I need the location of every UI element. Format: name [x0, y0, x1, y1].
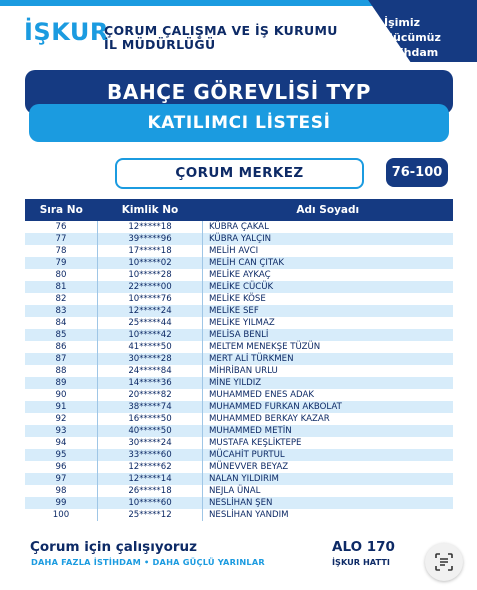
table-row: [25, 233, 453, 245]
row-order: 91: [25, 401, 98, 413]
row-name: NEJLA ÜNAL: [203, 485, 454, 497]
row-order: 93: [25, 425, 98, 437]
row-name: MİNE YILDIZ: [203, 377, 454, 389]
table-row: [25, 317, 453, 329]
table-row: [25, 305, 453, 317]
row-name: MELİKE YILMAZ: [203, 317, 454, 329]
hotline-number: ALO 170: [332, 539, 395, 555]
row-order: 98: [25, 485, 98, 497]
row-id: 39*****96: [98, 233, 203, 245]
row-order: 100: [25, 509, 98, 521]
row-name: NESLİHAN YANDIM: [203, 509, 454, 521]
table-row: [25, 269, 453, 281]
row-id: 38*****74: [98, 401, 203, 413]
row-id: 10*****28: [98, 269, 203, 281]
row-id: 22*****00: [98, 281, 203, 293]
row-order: 83: [25, 305, 98, 317]
institution-name: [104, 24, 338, 52]
row-id: 10*****42: [98, 329, 203, 341]
table-row: [25, 293, 453, 305]
institution-line-2: İL MÜDÜRLÜĞÜ: [104, 37, 216, 52]
row-id: 14*****36: [98, 377, 203, 389]
row-id: 12*****14: [98, 473, 203, 485]
row-order: 90: [25, 389, 98, 401]
table-row: [25, 401, 453, 413]
page-title: BAHÇE GÖREVLİSİ TYP: [25, 70, 453, 114]
row-id: 25*****12: [98, 509, 203, 521]
row-name: MERT ALİ TÜRKMEN: [203, 353, 454, 365]
row-order: 99: [25, 497, 98, 509]
row-name: NALAN YILDIRIM: [203, 473, 454, 485]
row-order: 84: [25, 317, 98, 329]
row-name: MELİKE KÖSE: [203, 293, 454, 305]
table-row: [25, 257, 453, 269]
page-subtitle: KATILIMCI LİSTESİ: [29, 104, 449, 142]
corner-line-1: İşimiz: [384, 16, 421, 29]
row-order: 94: [25, 437, 98, 449]
row-order: 97: [25, 473, 98, 485]
row-id: 10*****76: [98, 293, 203, 305]
table-row: [25, 377, 453, 389]
range-badge: 76-100: [386, 158, 448, 187]
row-order: 85: [25, 329, 98, 341]
iskur-logo: İŞKUR: [24, 18, 109, 46]
table-body: [25, 221, 453, 521]
row-order: 89: [25, 377, 98, 389]
table-row: [25, 341, 453, 353]
table-row: [25, 425, 453, 437]
corner-line-2: Gücümüz: [384, 31, 441, 44]
table-row: [25, 389, 453, 401]
row-id: 17*****18: [98, 245, 203, 257]
table-row: [25, 461, 453, 473]
table-row: [25, 413, 453, 425]
footer-subslogan: DAHA FAZLA İSTİHDAM • DAHA GÜÇLÜ YARINLAR: [31, 557, 265, 567]
table-row: [25, 497, 453, 509]
row-id: 26*****18: [98, 485, 203, 497]
table-row: [25, 485, 453, 497]
row-name: KÜBRA YALÇIN: [203, 233, 454, 245]
hotline-label: İŞKUR HATTI: [332, 557, 390, 567]
row-id: 20*****82: [98, 389, 203, 401]
row-name: KÜBRA ÇAKAL: [203, 221, 454, 233]
row-name: MUSTAFA KEŞLİKTEPE: [203, 437, 454, 449]
row-id: 12*****18: [98, 221, 203, 233]
row-order: 79: [25, 257, 98, 269]
row-id: 10*****02: [98, 257, 203, 269]
row-order: 76: [25, 221, 98, 233]
row-id: 12*****62: [98, 461, 203, 473]
row-order: 82: [25, 293, 98, 305]
row-order: 81: [25, 281, 98, 293]
location-label: ÇORUM MERKEZ: [115, 158, 364, 189]
table-row: [25, 329, 453, 341]
row-id: 16*****50: [98, 413, 203, 425]
row-id: 10*****60: [98, 497, 203, 509]
participant-table: [25, 199, 453, 521]
row-name: MÜCAHİT PURTUL: [203, 449, 454, 461]
row-name: MELİKE CÜCÜK: [203, 281, 454, 293]
row-name: MELİKE SEF: [203, 305, 454, 317]
row-order: 96: [25, 461, 98, 473]
corner-line-3: İstihdam: [384, 46, 439, 59]
footer-slogan: Çorum için çalışıyoruz: [30, 539, 198, 555]
table-row: [25, 281, 453, 293]
scan-text-icon: [434, 552, 454, 572]
row-name: NESLİHAN ŞEN: [203, 497, 454, 509]
table-row: [25, 473, 453, 485]
row-id: 41*****50: [98, 341, 203, 353]
column-header-name: Adı Soyadı: [203, 199, 454, 221]
row-id: 25*****44: [98, 317, 203, 329]
row-name: MUHAMMED FURKAN AKBOLAT: [203, 401, 454, 413]
row-name: MÜNEVVER BEYAZ: [203, 461, 454, 473]
institution-line-1: ÇORUM ÇALIŞMA VE İŞ KURUMU: [104, 23, 338, 38]
row-id: 40*****50: [98, 425, 203, 437]
row-name: MİHRİBAN URLU: [203, 365, 454, 377]
table-row: [25, 353, 453, 365]
table-row: [25, 245, 453, 257]
table-row: [25, 437, 453, 449]
row-name: MELİSA BENLİ: [203, 329, 454, 341]
table-row: [25, 365, 453, 377]
row-order: 95: [25, 449, 98, 461]
row-id: 30*****24: [98, 437, 203, 449]
row-name: MUHAMMED ENES ADAK: [203, 389, 454, 401]
row-name: MELİH AVCI: [203, 245, 454, 257]
row-name: MELİH CAN ÇITAK: [203, 257, 454, 269]
row-order: 77: [25, 233, 98, 245]
row-name: MUHAMMED METİN: [203, 425, 454, 437]
row-name: MUHAMMED BERKAY KAZAR: [203, 413, 454, 425]
row-order: 86: [25, 341, 98, 353]
corner-slogan: [384, 15, 441, 60]
row-id: 33*****60: [98, 449, 203, 461]
row-id: 24*****84: [98, 365, 203, 377]
row-order: 88: [25, 365, 98, 377]
row-name: MELTEM MENEKŞE TÜZÜN: [203, 341, 454, 353]
table-row: [25, 221, 453, 233]
row-order: 80: [25, 269, 98, 281]
column-header-order: Sıra No: [25, 199, 98, 221]
row-id: 12*****24: [98, 305, 203, 317]
table-row: [25, 449, 453, 461]
row-name: MELİKE AYKAÇ: [203, 269, 454, 281]
row-order: 87: [25, 353, 98, 365]
column-header-id: Kimlik No: [98, 199, 203, 221]
table-row: [25, 509, 453, 521]
row-id: 30*****28: [98, 353, 203, 365]
scan-text-button[interactable]: [425, 543, 463, 581]
table-header-row: [25, 199, 453, 221]
row-order: 78: [25, 245, 98, 257]
row-order: 92: [25, 413, 98, 425]
